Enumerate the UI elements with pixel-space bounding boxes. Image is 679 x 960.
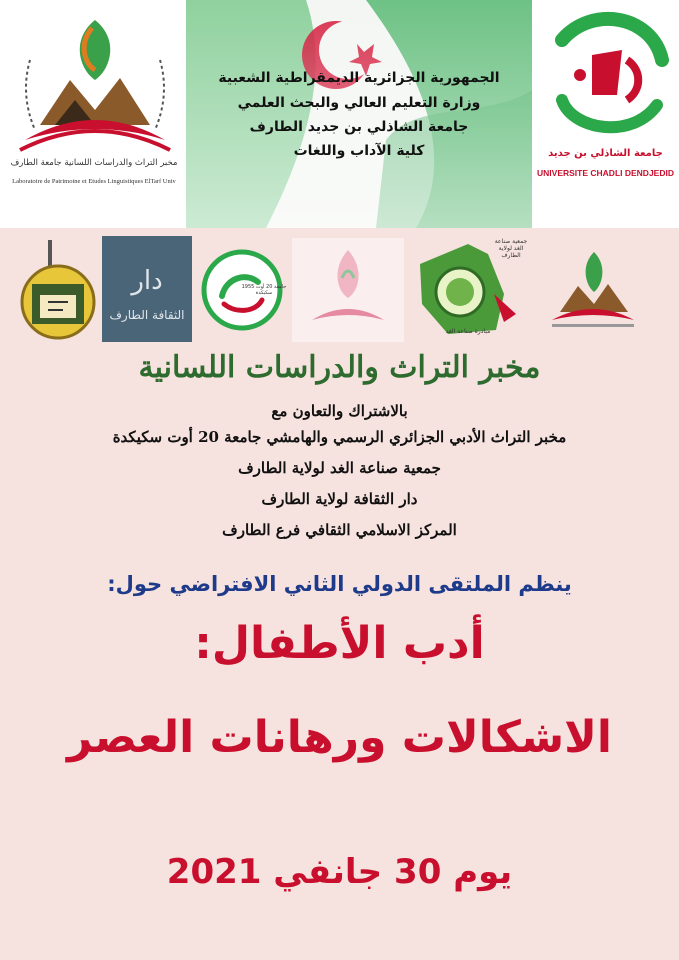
organizes-heading: ينظم الملتقى الدولي الثاني الافتراضي حول: [107, 572, 572, 596]
partner-3: دار الثقافة لولاية الطارف [261, 490, 418, 508]
association-bottom-caption: مبادرة صناعة الغد [445, 328, 491, 335]
lab-logo-caption-fr: Laboratoire de Patrimoine et Etudes Linguistiques ElTarf Univ [12, 178, 176, 185]
header-ministry: وزارة التعليم العالي والبحث العلمي [237, 95, 481, 111]
header-band [0, 0, 679, 228]
header-republic: الجمهورية الجزائرية الديمقراطية الشعبية [218, 70, 500, 86]
literary-heritage-lab-logo [292, 238, 404, 342]
heritage-lab-emblem-icon [292, 238, 404, 342]
lab-logo [0, 0, 186, 228]
university-logo-caption-ar: جامعة الشاذلي بن جديد [548, 148, 663, 159]
university-emblem-icon [532, 0, 679, 150]
partner-logos-row [0, 228, 679, 343]
topic-title: أدب الأطفال: [194, 618, 485, 669]
event-date: يوم 30 جانفي 2021 [166, 852, 513, 892]
skikda-university-logo [196, 238, 288, 342]
partner-4: المركز الاسلامي الثقافي فرع الطارف [222, 521, 457, 539]
flag-icon [186, 0, 532, 228]
dar-caption: الثقافة الطارف [109, 308, 185, 322]
dar-thaqafa-logo [102, 236, 192, 342]
skikda-caption: جامعة 20 أوت 1955 سكيكدة [241, 284, 287, 296]
topic-subtitle: الاشكالات ورهانات العصر [67, 712, 612, 763]
sinaat-al-ghad-logo [408, 234, 532, 344]
islamic-center-logo [18, 240, 98, 340]
university-logo-caption-fr: UNIVERSITE CHADLI DENDJEDID [537, 168, 674, 178]
lab-emblem-small-icon [538, 246, 648, 336]
dar-word: دار [131, 266, 163, 296]
lab-title: مخبر التراث والدراسات اللسانية [138, 350, 541, 385]
association-caption: جمعية صناعة الغد لولاية الطارف [494, 238, 528, 259]
lab-emblem-icon [0, 0, 186, 170]
partnership-intro: بالاشتراك والتعاون مع [271, 402, 408, 420]
mosque-emblem-icon [18, 240, 98, 340]
partner-1: مخبر التراث الأدبي الجزائري الرسمي والهامشي جامعة 20 أوت سكيكدة [112, 428, 567, 446]
partner-2: جمعية صناعة الغد لولاية الطارف [238, 459, 441, 477]
algerian-flag [186, 0, 532, 228]
lab-logo-small [538, 246, 648, 336]
lab-logo-caption-ar: مخبر التراث والدراسات اللسانية جامعة الطارف [10, 158, 178, 168]
header-university: جامعة الشاذلي بن جديد الطارف [249, 119, 469, 135]
header-faculty: كلية الآداب واللغات [293, 143, 425, 159]
university-logo [532, 0, 679, 228]
